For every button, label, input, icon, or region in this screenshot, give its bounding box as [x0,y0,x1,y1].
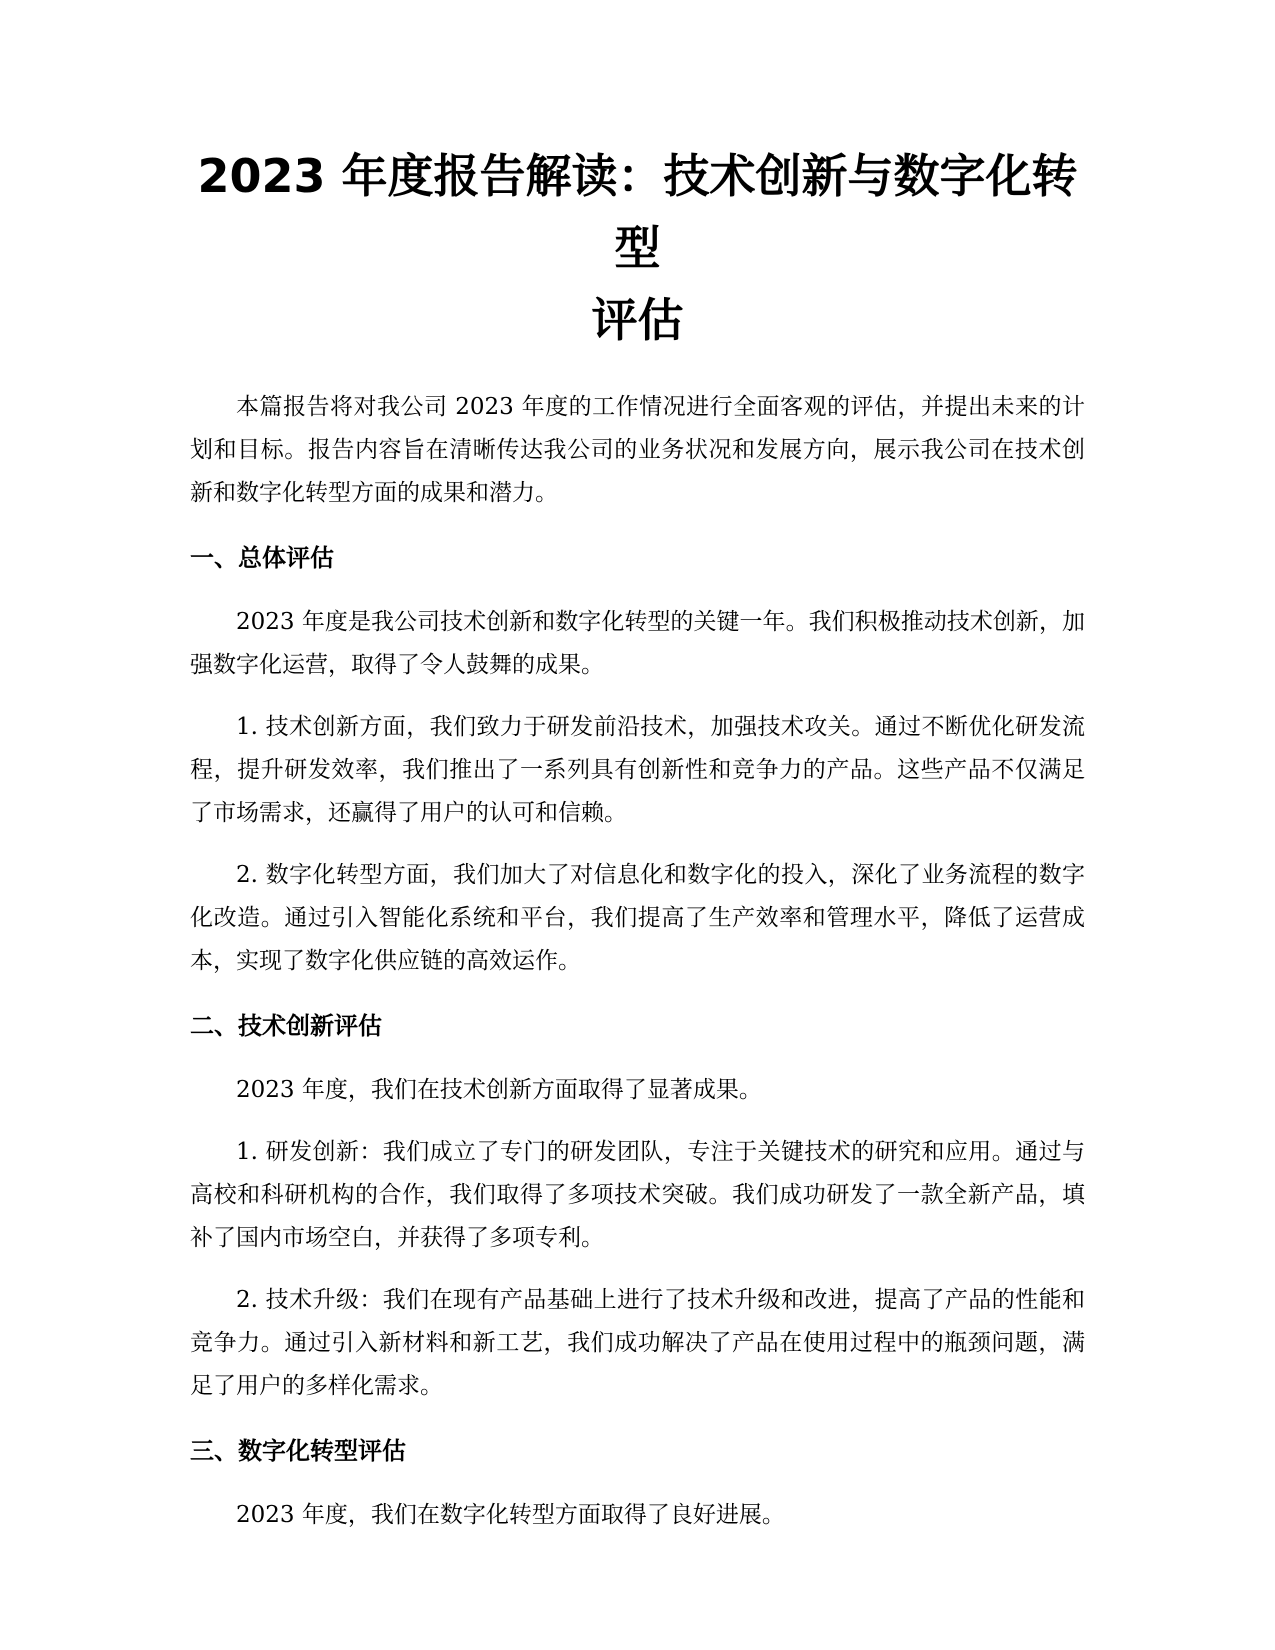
title-line-2: 评估 [591,293,684,347]
section-heading-tech-innovation: 二、技术创新评估 [190,1012,382,1040]
title-line-1: 2023 年度报告解读：技术创新与数字化转型 [197,149,1078,275]
section-heading-digital-transformation: 三、数字化转型评估 [190,1437,406,1465]
paragraph: 1. 技术创新方面，我们致力于研发前沿技术，加强技术攻关。通过不断优化研发流程，提升研发效率，我们推出了一系列具有创新性和竞争力的产品。这些产品不仅满足了市场需求，还赢得了用户的认可和信赖。 [190,714,1085,826]
document-title [190,140,1085,356]
paragraph: 2023 年度，我们在数字化转型方面取得了良好进展。 [236,1502,785,1528]
paragraph: 1. 研发创新：我们成立了专门的研发团队，专注于关键技术的研究和应用。通过与高校和科研机构的合作，我们取得了多项技术突破。我们成功研发了一款全新产品，填补了国内市场空白，并获得了多项专利。 [190,1139,1085,1251]
paragraph: 2023 年度，我们在技术创新方面取得了显著成果。 [236,1077,762,1103]
paragraph: 2023 年度是我公司技术创新和数字化转型的关键一年。我们积极推动技术创新，加强数字化运营，取得了令人鼓舞的成果。 [190,609,1085,678]
paragraph: 2. 技术升级：我们在现有产品基础上进行了技术升级和改进，提高了产品的性能和竞争力。通过引入新材料和新工艺，我们成功解决了产品在使用过程中的瓶颈问题，满足了用户的多样化需求。 [190,1287,1085,1399]
paragraph: 2. 数字化转型方面，我们加大了对信息化和数字化的投入，深化了业务流程的数字化改造。通过引入智能化系统和平台，我们提高了生产效率和管理水平，降低了运营成本，实现了数字化供应链的高效运作。 [190,862,1085,974]
intro-paragraph: 本篇报告将对我公司 2023 年度的工作情况进行全面客观的评估，并提出未来的计划和目标。报告内容旨在清晰传达我公司的业务状况和发展方向，展示我公司在技术创新和数字化转型方面的成果和潜力。 [190,394,1085,506]
document-body [190,386,1085,1537]
section-heading-overall: 一、总体评估 [190,544,334,572]
